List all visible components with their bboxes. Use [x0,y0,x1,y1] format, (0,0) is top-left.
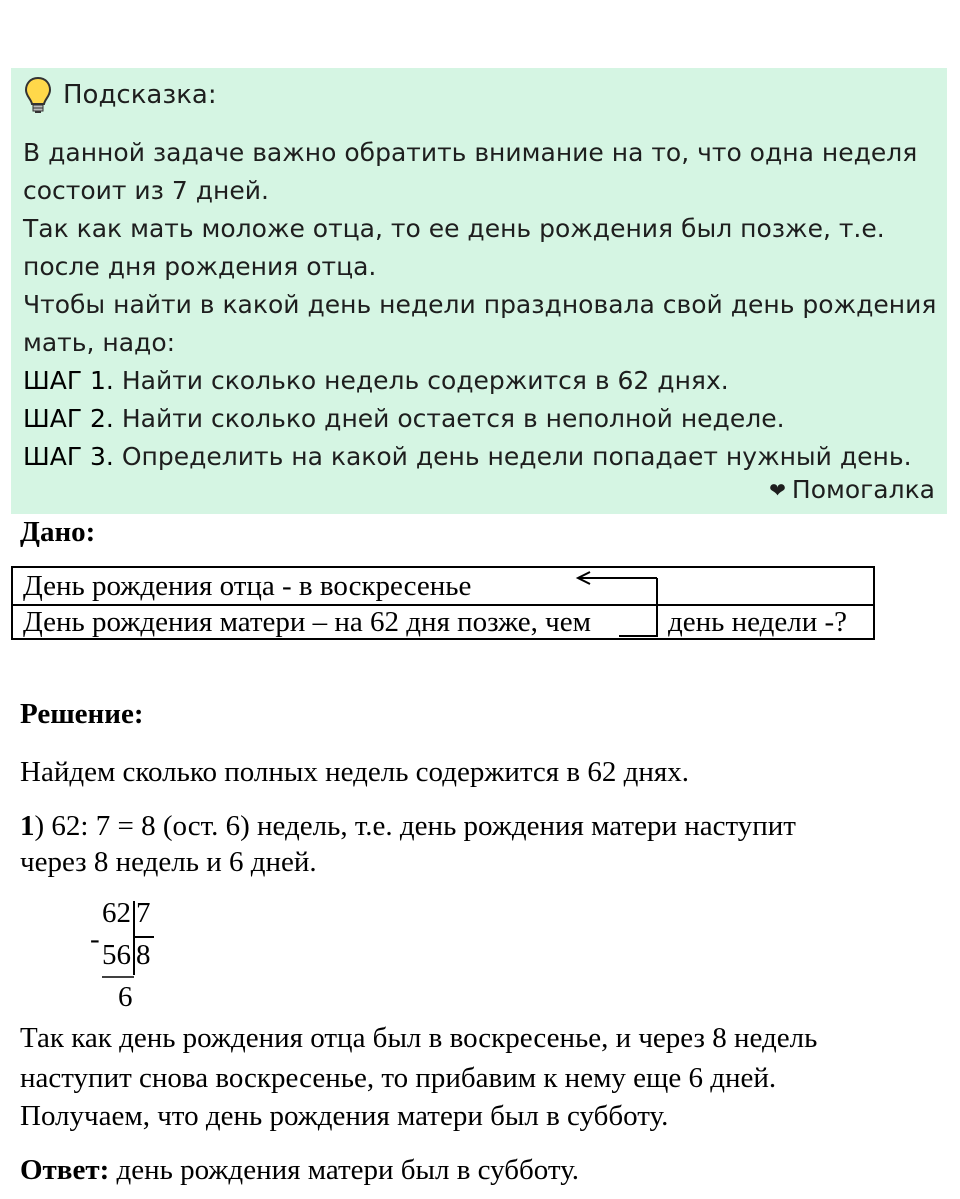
divisor: 7 [136,897,151,929]
heart-icon: ❤ [769,477,786,502]
answer: Ответ: день рождения матери был в субботу. [20,1154,580,1186]
hint-header [23,76,217,114]
hint-step-2: ШАГ 2. Найти сколько дней остается в неполной неделе. [23,404,785,433]
explanation-line-3: Получаем, что день рождения матери был в субботу. [20,1100,669,1132]
hint-text [23,134,938,476]
explanation-line-1: Так как день рождения отца был в воскресенье, и через 8 недель [20,1022,818,1054]
given-heading: Дано: [20,516,96,548]
lightbulb-icon [23,76,53,114]
solution-step-1: 1) 62: 7 = 8 (ост. 6) недель, т.е. день рождения матери наступит [20,810,796,842]
remainder: 6 [118,981,133,1013]
subtrahend: 56 [102,939,131,971]
solution-intro: Найдем сколько полных недель содержится в 62 днях. [20,756,689,788]
division-lines [90,895,170,1015]
brand-label: ❤ Помогалка [769,475,935,504]
long-division [90,895,170,1015]
given-mother: День рождения матери – на 62 дня позже, чем [23,606,591,638]
explanation-line-2: наступит снова воскресенье, то прибавим к нему еще 6 дней. [20,1062,777,1094]
quotient: 8 [136,939,151,971]
hint-step-3: ШАГ 3. Определить на какой день недели попадает нужный день. [23,442,912,471]
arrow-icon [13,568,877,642]
hint-paragraph: Чтобы найти в какой день недели праздновала свой день рождения мать, надо: [23,290,937,357]
given-question: день недели -? [668,606,848,638]
solution-heading: Решение: [20,698,144,730]
hint-box [11,68,947,514]
given-father: День рождения отца - в воскресенье [23,570,472,602]
solution-step-1-cont: через 8 недель и 6 дней. [20,846,317,878]
minus-sign: - [90,923,100,955]
hint-step-1: ШАГ 1. Найти сколько недель содержится в 62 днях. [23,366,729,395]
dividend: 62 [102,897,131,929]
hint-title: Подсказка: [63,80,217,110]
hint-paragraph: В данной задаче важно обратить внимание на то, что одна неделя состоит из 7 дней. [23,138,918,205]
given-table [11,566,875,640]
hint-paragraph: Так как мать моложе отца, то ее день рождения был позже, т.е. после дня рождения отца. [23,214,885,281]
